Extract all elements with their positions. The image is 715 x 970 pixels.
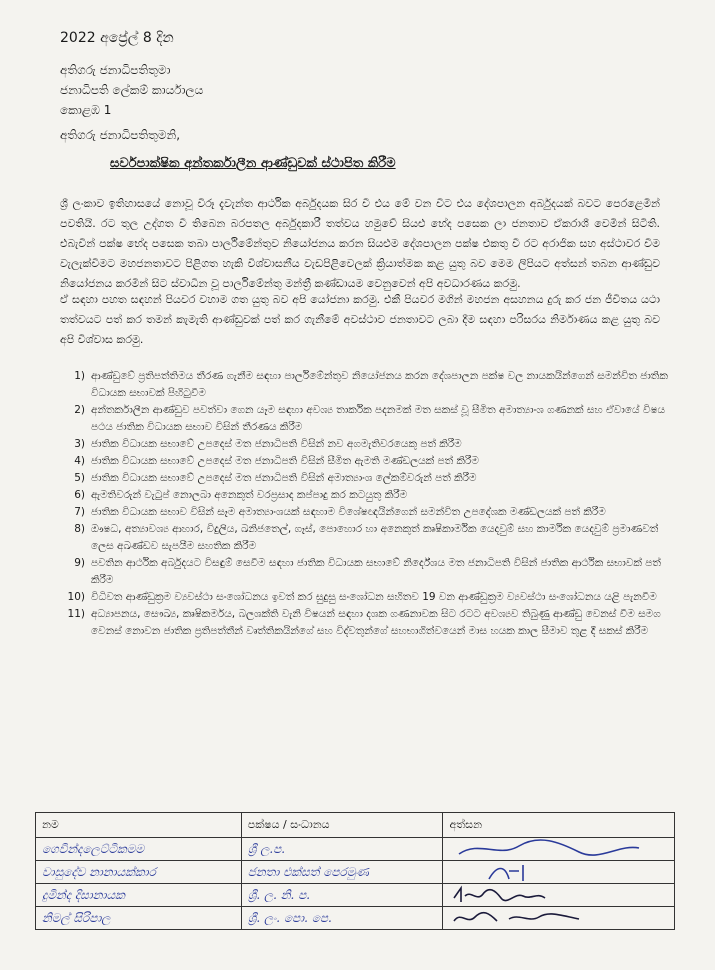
table-row [36,861,675,884]
list-text: විධිවත ආණ්ඩුක්‍රම ව්‍යවස්ථා සංශෝධනය ඉවත් කර සුදුසු සංශෝධන සහිතව 19 වන ආණ්ඩුක්‍රම ව්‍යවස්ථා සංශෝධනය යළි පැනවීම [91,591,657,603]
header-party: පක්ෂය / සංධානය [241,813,443,838]
list-number: 6) [74,489,85,501]
signer-party: ශ්‍රී. ල. නි. ප. [241,884,443,907]
list-item [55,470,675,487]
list-text: ඖෂධ, අත්‍යාවශ්‍ය ආහාර, විදුලිය, ඛනිජතෙල්, ගෑස්, පොහොර හා අනෙකුත් කෘෂිකාර්මික යෙදවුම් සහ කාර්මික යෙදවුම් ප්‍රමාණවත් ලෙස අඛණ්ඩව සැපයීම සහතික කිරීම [91,523,659,552]
letter-date: 2022 අප්‍රේල් 8 දින [60,30,174,46]
body-paragraph-1: ශ්‍රී ලංකාව ඉතිහාසයේ නොවූ විරූ දැවැන්ත ආර්ථික අර්බුදයක සිර වී එය මේ වන විට එය දේශපාලන අර්බුදයක් බවට පෙරළෙමින් පවතියි. රට තුල උද්ගත වී තිබෙන බරපතල අර්බුදකාරී තත්වය හමුවේ සියළු භේද පසෙක ලා ජනතාව ඒකරාශී වෙමින් සිටිති. එබැවින් පක්ෂ භේද පසෙක තබා පාර්ලිමේන්තුව නියෝජනය කරන සියළුම දේශපාලන පක්ෂ එකතු වී රට අරාජික සහ අස්ථාවර වීම වැලැක්වීමට මහජනතාවට පිළිගත හැකි විශ්වාසනීය වැඩපිළිවෙලක් ක්‍රියාත්මක කළ යුතු බව මෙම ලිපියට අත්සන් තබන ආණ්ඩුව නියෝජනය කරමින් සිට ස්වාධීන වූ පාර්ලිමේන්තු මන්ත්‍රී කණ්ඩායම වෙනුවෙන් අපි අවධාරණය කරමු. [60,197,660,290]
signature-image [443,861,675,884]
list-number: 3) [74,438,85,450]
list-item [55,436,675,453]
address-line: කොළඹ 1 [60,103,112,117]
table-header-row [36,813,675,838]
list-number: 1) [74,370,85,382]
signer-party: ශ්‍රී. ලං. පො. පෙ. [241,907,443,930]
signature-table [35,812,675,930]
header-signature: අත්සන [443,813,675,838]
signer-party: ජනතා එක්සත් පෙරමුණ [241,861,443,884]
list-text: ජාතික විධායක සභාවේ උපදෙස් මත ජනාධිපති විසින් සීමිත ඇමති මණ්ඩලයක් පත් කිරීම [91,455,479,467]
body-paragraph-2: ඒ සඳහා පහත සඳහන් පියවර වහාම ගත යුතු බව අපි යෝජනා කරමු. එකී පියවර මගින් මහජන අසහනය දුරු කර ජන ජීවිතය යථා තත්වයට පත් කර තමන් කැමැති ආණ්ඩුවක් පත් කර ගැනීමේ අවස්ථාව ජනතාවට ලබා දීම සඳහා පරිසරය නිර්මාණය කළ යුතු බව අපි විශ්වාස කරමු. [60,293,660,346]
recipient-address [60,60,203,120]
list-text: ආණ්ඩුවේ ප්‍රතිපත්තිමය තීරණ ගැනීම සඳහා පාර්ලිමේන්තුව නියෝජනය කරන දේශපාලන පක්ෂ වල නායකයින්ගෙන් සමන්විත ජාතික විධායක සභාවක් පිහිටුවීම [91,370,668,399]
table-row [36,884,675,907]
list-number: 8) [74,523,85,535]
signature-image [443,884,675,907]
signature-image [443,907,675,930]
list-number: 10) [67,591,85,603]
letter-subject: සර්වපාක්ෂික අන්තර්කාලීන ආණ්ඩුවක් ස්ථාපිත කිරීම [110,156,396,171]
list-item [55,606,675,640]
signer-name: ගෙවින්දලෙට්ටිකමම [36,838,242,861]
list-text: ජාතික විධායක සභාවේ උපදෙස් මත ජනාධිපති විසින් අමාත්‍යාංශ ලේකම්වරුන් පත් කිරීම [91,472,477,484]
table-row [36,907,675,930]
list-number: 4) [74,455,85,467]
list-item [55,589,675,606]
list-number: 9) [74,557,85,569]
signer-party: ශ්‍රී ල.ප. [241,838,443,861]
list-text: ජාතික විධායක සභාවේ උපදෙස් මත ජනාධිපති විසින් නව අගමැතිවරයෙකු පත් කිරීම [91,438,462,450]
list-text: ජාතික විධායක සභාව විසින් සෑම අමාත්‍යාංශයක් සඳහාම විශේෂඥයින්ගෙන් සමන්විත උපදේශක මණ්ඩලයක් පත් කිරීම [91,506,606,518]
list-text: ඇමතිවරුන් වැටුප් නොලබා අනෙකුත් වරප්‍රසාද කප්පාදු කර කටයුතු කිරීම [91,489,408,501]
list-item [55,555,675,589]
list-item [55,521,675,555]
list-number: 11) [67,608,85,620]
header-name: නම [36,813,242,838]
signer-name: දුමින්ද දිසානායක [36,884,242,907]
proposal-list [55,368,675,640]
signer-name: නිමල් සිරිපාල [36,907,242,930]
address-line: අතිගරු ජනාධිපතිතුමා [60,63,171,77]
list-text: අන්තර්කාලීන ආණ්ඩුව පවත්වා ගෙන යෑම සඳහා අවශ්‍ය තාර්කික පදනමක් මත සකස් වූ සීමිත අමාත්‍යාංශ ගණනක් සහ ඒවායේ විෂය පථය ජාතික විධායක සභාව විසින් තීරණය කිරීම [91,404,666,433]
signature-image [443,838,675,861]
table-row [36,838,675,861]
address-line: ජනාධිපති ලේකම් කාර්යාලය [60,83,204,97]
list-item [55,402,675,436]
list-item [55,368,675,402]
list-number: 7) [74,506,85,518]
list-item [55,453,675,470]
list-number: 5) [74,472,85,484]
list-text: අධ්‍යාපනය, සෞඛ්‍ය, කෘෂිකර්මය, බලශක්ති වැනි විෂයන් සඳහා දශක ගණනාවක සිට රටට අවශ්‍යව තිබුණු ආණ්ඩු වෙනස් වීම සමග වෙනස් නොවන ජාතික ප්‍රතිපත්තීන් වෘත්තිකයින්ගේ සහ විද්වතුන්ගේ සහභාගිත්වයෙන් මාස හයක කාල සීමාව තුළ දී සකස් කිරීම [91,608,661,637]
salutation: අතිගරු ජනාධිපතිතුමනි, [60,128,181,142]
list-item [55,487,675,504]
signer-name: වාසුදේව නානායක්කාර [36,861,242,884]
list-item [55,504,675,521]
list-number: 2) [74,404,85,416]
list-text: පවතින ආර්ථික අර්බුදයට විසඳුම් සෙවීම සඳහා ජාතික විධායක සභාවේ නිර්දේශය මත ජනාධිපති විසින් ජාතික ආර්ථික සභාවක් පත් කිරීම [91,557,661,586]
